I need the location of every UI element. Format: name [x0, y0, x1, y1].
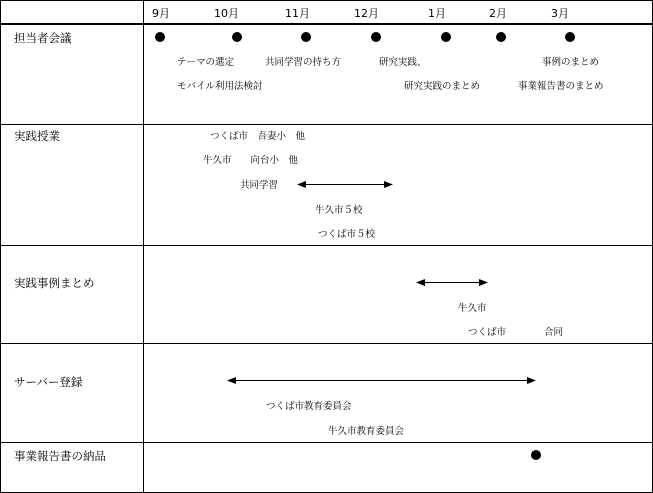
- month-header-1: 1月: [428, 7, 446, 20]
- cases-note: 合同: [544, 327, 564, 338]
- meeting-dot-11: [301, 32, 311, 42]
- cases-note: 牛久市: [458, 303, 487, 314]
- row-label-meeting: 担当者会議: [14, 31, 72, 45]
- practice-note: つくば市 吾妻小 他: [210, 131, 306, 142]
- month-header-2: 2月: [489, 7, 507, 20]
- month-header-9: 9月: [152, 7, 170, 20]
- month-header-10: 10月: [214, 7, 239, 20]
- practice-note: 牛久市５校: [315, 205, 363, 216]
- meeting-dot-10: [232, 32, 242, 42]
- server-arrow: [227, 377, 536, 384]
- meeting-note: テーマの選定: [177, 57, 235, 68]
- meeting-dot-3: [565, 32, 575, 42]
- meeting-dot-1: [441, 32, 451, 42]
- server-note: つくば市教育委員会: [266, 401, 352, 412]
- practice-note: 牛久市 向台小 他: [203, 155, 299, 166]
- row-label-server: サーバー登録: [14, 375, 83, 389]
- meeting-row: [155, 32, 604, 92]
- cases-arrow: [416, 279, 488, 286]
- server-note: 牛久市教育委員会: [328, 426, 405, 437]
- row-label-cases: 実践事例まとめ: [14, 276, 95, 290]
- meeting-note: 共同学習の持ち方: [265, 57, 342, 68]
- practice-arrow: [297, 181, 393, 188]
- cases-row: [416, 279, 563, 338]
- row-label-practice: 実践授業: [14, 129, 60, 143]
- practice-note: つくば市５校: [318, 229, 376, 240]
- report-row: [531, 450, 541, 460]
- meeting-note: 研究実践、: [379, 57, 427, 68]
- meeting-dot-9: [155, 32, 165, 42]
- report-dot-3: [531, 450, 541, 460]
- month-header-12: 12月: [354, 7, 379, 20]
- meeting-note: 事業報告書のまとめ: [518, 81, 604, 92]
- meeting-dot-12: [371, 32, 381, 42]
- meeting-note: モバイル利用法検討: [177, 81, 263, 92]
- month-header-11: 11月: [285, 7, 310, 20]
- month-header-3: 3月: [551, 7, 569, 20]
- meeting-dot-2: [496, 32, 506, 42]
- cases-note: つくば市: [468, 327, 507, 338]
- practice-row: [203, 130, 393, 240]
- month-header: [152, 7, 569, 20]
- row-labels: [14, 31, 106, 463]
- row-label-report: 事業報告書の納品: [14, 449, 106, 463]
- meeting-note: 事例のまとめ: [542, 57, 600, 68]
- server-row: [227, 377, 536, 437]
- practice-note: 共同学習: [240, 180, 279, 191]
- meeting-note: 研究実践のまとめ: [404, 81, 481, 92]
